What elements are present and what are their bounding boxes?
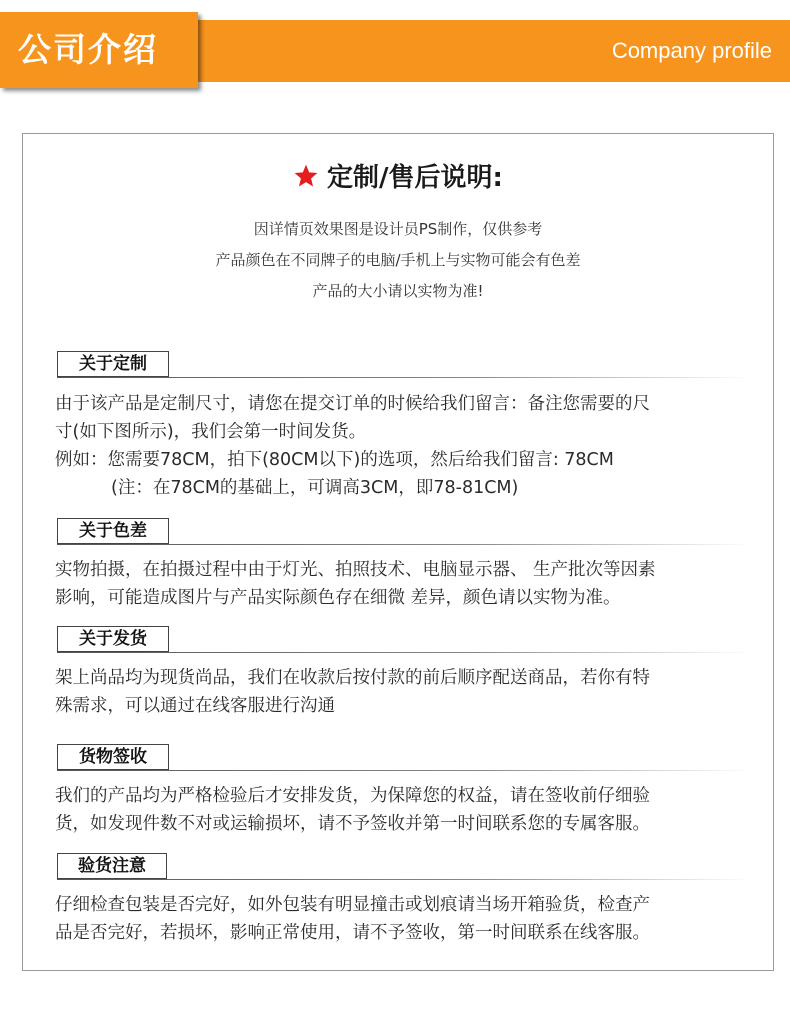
- section-label-color: 关于色差: [57, 518, 169, 544]
- star-icon: [293, 163, 319, 189]
- page-subtitle: Company profile: [611, 38, 772, 63]
- body-line: 货，如发现件数不对或运输损坏，请不予签收并第一时间联系您的专属客服。: [55, 814, 650, 834]
- section-label-custom: 关于定制: [57, 351, 169, 377]
- page-title: 公司介绍: [18, 30, 158, 69]
- section-heading: [23, 160, 773, 196]
- heading-text: 定制/售后说明:: [327, 163, 503, 193]
- body-line: 殊需求，可以通过在线客服进行沟通: [55, 696, 335, 716]
- section-label-inspection: 验货注意: [57, 853, 167, 879]
- body-line: 实物拍摄，在拍摄过程中由于灯光、拍照技术、电脑显示器、 生产批次等因素: [55, 560, 656, 580]
- section-label-receipt: 货物签收: [57, 744, 169, 770]
- body-line: 架上尚品均为现货尚品，我们在收款后按付款的前后顺序配送商品，若你有特: [55, 668, 650, 688]
- section-label-shipping: 关于发货: [57, 626, 169, 652]
- body-line: 我们的产品均为严格检验后才安排发货，为保障您的权益，请在签收前仔细验: [55, 786, 650, 806]
- header-tab: [0, 12, 198, 88]
- section-body-color: [55, 556, 745, 612]
- body-line: 仔细检查包装是否完好，如外包装有明显撞击或划痕请当场开箱验货，检查产: [55, 895, 650, 915]
- section-body-custom: [55, 390, 745, 502]
- section-body-receipt: [55, 782, 745, 838]
- body-line: 例如：您需要78CM，拍下(80CM以下)的选项，然后给我们留言: 78CM: [55, 450, 614, 470]
- section-divider: [57, 544, 751, 545]
- body-line: (注：在78CM的基础上，可调高3CM，即78-81CM): [111, 478, 519, 498]
- body-line: 由于该产品是定制尺寸，请您在提交订单的时候给我们留言：备注您需要的尺: [55, 394, 650, 414]
- body-line: 影响，可能造成图片与产品实际颜色存在细微 差异，颜色请以实物为准。: [55, 588, 621, 608]
- section-body-inspection: [55, 891, 745, 947]
- section-divider: [57, 770, 751, 771]
- intro-line: 产品颜色在不同牌子的电脑/手机上与实物可能会有色差: [215, 251, 581, 269]
- info-panel: [22, 133, 774, 971]
- intro-line: 因详情页效果图是设计员PS制作，仅供参考: [253, 220, 543, 238]
- section-divider: [57, 377, 751, 378]
- body-line: 寸(如下图所示)，我们会第一时间发货。: [55, 422, 367, 442]
- body-line: 品是否完好，若损坏，影响正常使用，请不予签收，第一时间联系在线客服。: [55, 923, 650, 943]
- section-divider: [57, 879, 751, 880]
- section-body-shipping: [55, 664, 745, 720]
- section-divider: [57, 652, 751, 653]
- intro-line: 产品的大小请以实物为准!: [312, 282, 484, 300]
